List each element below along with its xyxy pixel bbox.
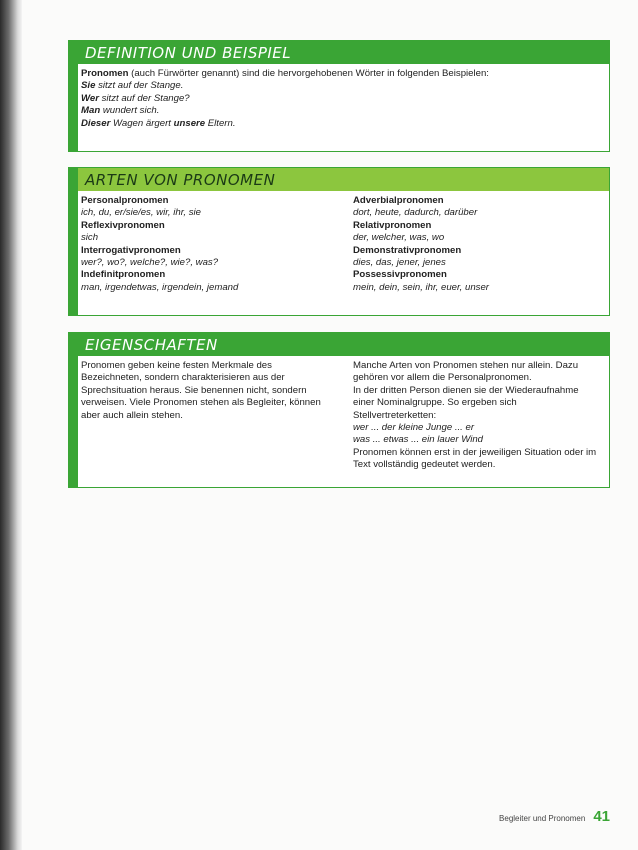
type-examples: wer?, wo?, welche?, wie?, was? bbox=[81, 257, 219, 269]
type-examples: mein, dein, sein, ihr, euer, unser bbox=[353, 281, 489, 293]
type-examples: man, irgendetwas, irgendein, jemand bbox=[81, 281, 239, 293]
example-3-pronoun: Man bbox=[81, 105, 101, 117]
type-name: Reflexivpronomen bbox=[81, 219, 165, 231]
example-2 bbox=[81, 93, 597, 105]
example-3 bbox=[81, 105, 597, 117]
properties-header: EIGENSCHAFTEN bbox=[69, 333, 609, 356]
properties-left-column bbox=[81, 360, 325, 472]
types-body bbox=[69, 191, 609, 300]
properties-accent-bar bbox=[68, 332, 78, 488]
page-footer bbox=[499, 808, 610, 825]
definition-box bbox=[68, 40, 610, 152]
type-name: Relativpronomen bbox=[353, 219, 432, 231]
definition-header: DEFINITION UND BEISPIEL bbox=[69, 41, 609, 64]
example-1-text: sitzt auf der Stange. bbox=[95, 80, 184, 92]
chapter-title: Begleiter und Pronomen bbox=[499, 814, 586, 823]
book-spine bbox=[0, 0, 22, 850]
substitution-chain-2: was ... etwas ... ein lauer Wind bbox=[353, 434, 484, 446]
example-4 bbox=[81, 118, 597, 130]
properties-left-text: Pronomen geben keine festen Merkmale des Bezeichneten, sondern charakterisieren aus der Sprechsituation heraus. Sie benennen nicht, sondern verweisen. Viele Pronomen stehen als Begleiter, können aber auch allein stehen. bbox=[81, 360, 321, 421]
example-4-text-mid: Wagen ärgert bbox=[110, 117, 174, 129]
properties-paragraph-3: Pronomen können erst in der jeweiligen Situation oder im Text vollständig gedeutet werden. bbox=[353, 446, 597, 471]
types-accent-bar bbox=[68, 167, 78, 316]
type-examples: sich bbox=[81, 232, 99, 244]
example-3-text: wundert sich. bbox=[100, 105, 160, 117]
type-name: Demonstrativpronomen bbox=[353, 244, 462, 256]
definition-intro bbox=[81, 68, 597, 80]
properties-box bbox=[68, 332, 610, 488]
type-name: Possessivpronomen bbox=[353, 269, 447, 281]
intro-text: (auch Fürwörter genannt) sind die hervorgehobenen Wörter in folgenden Beispielen: bbox=[128, 68, 489, 79]
types-box bbox=[68, 167, 610, 316]
example-4-pronoun-1: Dieser bbox=[81, 117, 111, 129]
type-name: Adverbialpronomen bbox=[353, 195, 444, 206]
type-name: Interrogativpronomen bbox=[81, 244, 181, 256]
type-examples: ich, du, er/sie/es, wir, ihr, sie bbox=[81, 207, 201, 219]
intro-term: Pronomen bbox=[81, 68, 129, 79]
example-2-text: sitzt auf der Stange? bbox=[98, 92, 190, 104]
types-left-column bbox=[81, 195, 325, 294]
properties-right-column bbox=[353, 360, 597, 472]
definition-body bbox=[69, 64, 609, 136]
types-right-column bbox=[353, 195, 597, 294]
page-number: 41 bbox=[593, 808, 610, 825]
substitution-chain-1: wer ... der kleine Junge ... er bbox=[353, 422, 475, 434]
type-examples: dort, heute, dadurch, darüber bbox=[353, 207, 478, 219]
type-name: Personalpronomen bbox=[81, 195, 169, 206]
types-header: ARTEN VON PRONOMEN bbox=[69, 168, 609, 191]
type-name: Indefinitpronomen bbox=[81, 269, 166, 281]
example-4-pronoun-2: unsere bbox=[173, 117, 206, 129]
definition-accent-bar bbox=[68, 40, 78, 152]
properties-paragraph-2: In der dritten Person dienen sie der Wiederaufnahme einer Nominalgruppe. So ergeben sich Stellvertreterketten: bbox=[353, 384, 579, 421]
example-1-pronoun: Sie bbox=[81, 80, 96, 92]
example-2-pronoun: Wer bbox=[81, 92, 99, 104]
example-4-text-end: Eltern. bbox=[205, 117, 236, 129]
properties-body bbox=[69, 356, 609, 478]
properties-paragraph-1: Manche Arten von Pronomen stehen nur allein. Dazu gehören vor allem die Personalpronomen. bbox=[353, 360, 579, 384]
example-1 bbox=[81, 80, 597, 92]
type-examples: der, welcher, was, wo bbox=[353, 232, 445, 244]
type-examples: dies, das, jener, jenes bbox=[353, 257, 446, 269]
